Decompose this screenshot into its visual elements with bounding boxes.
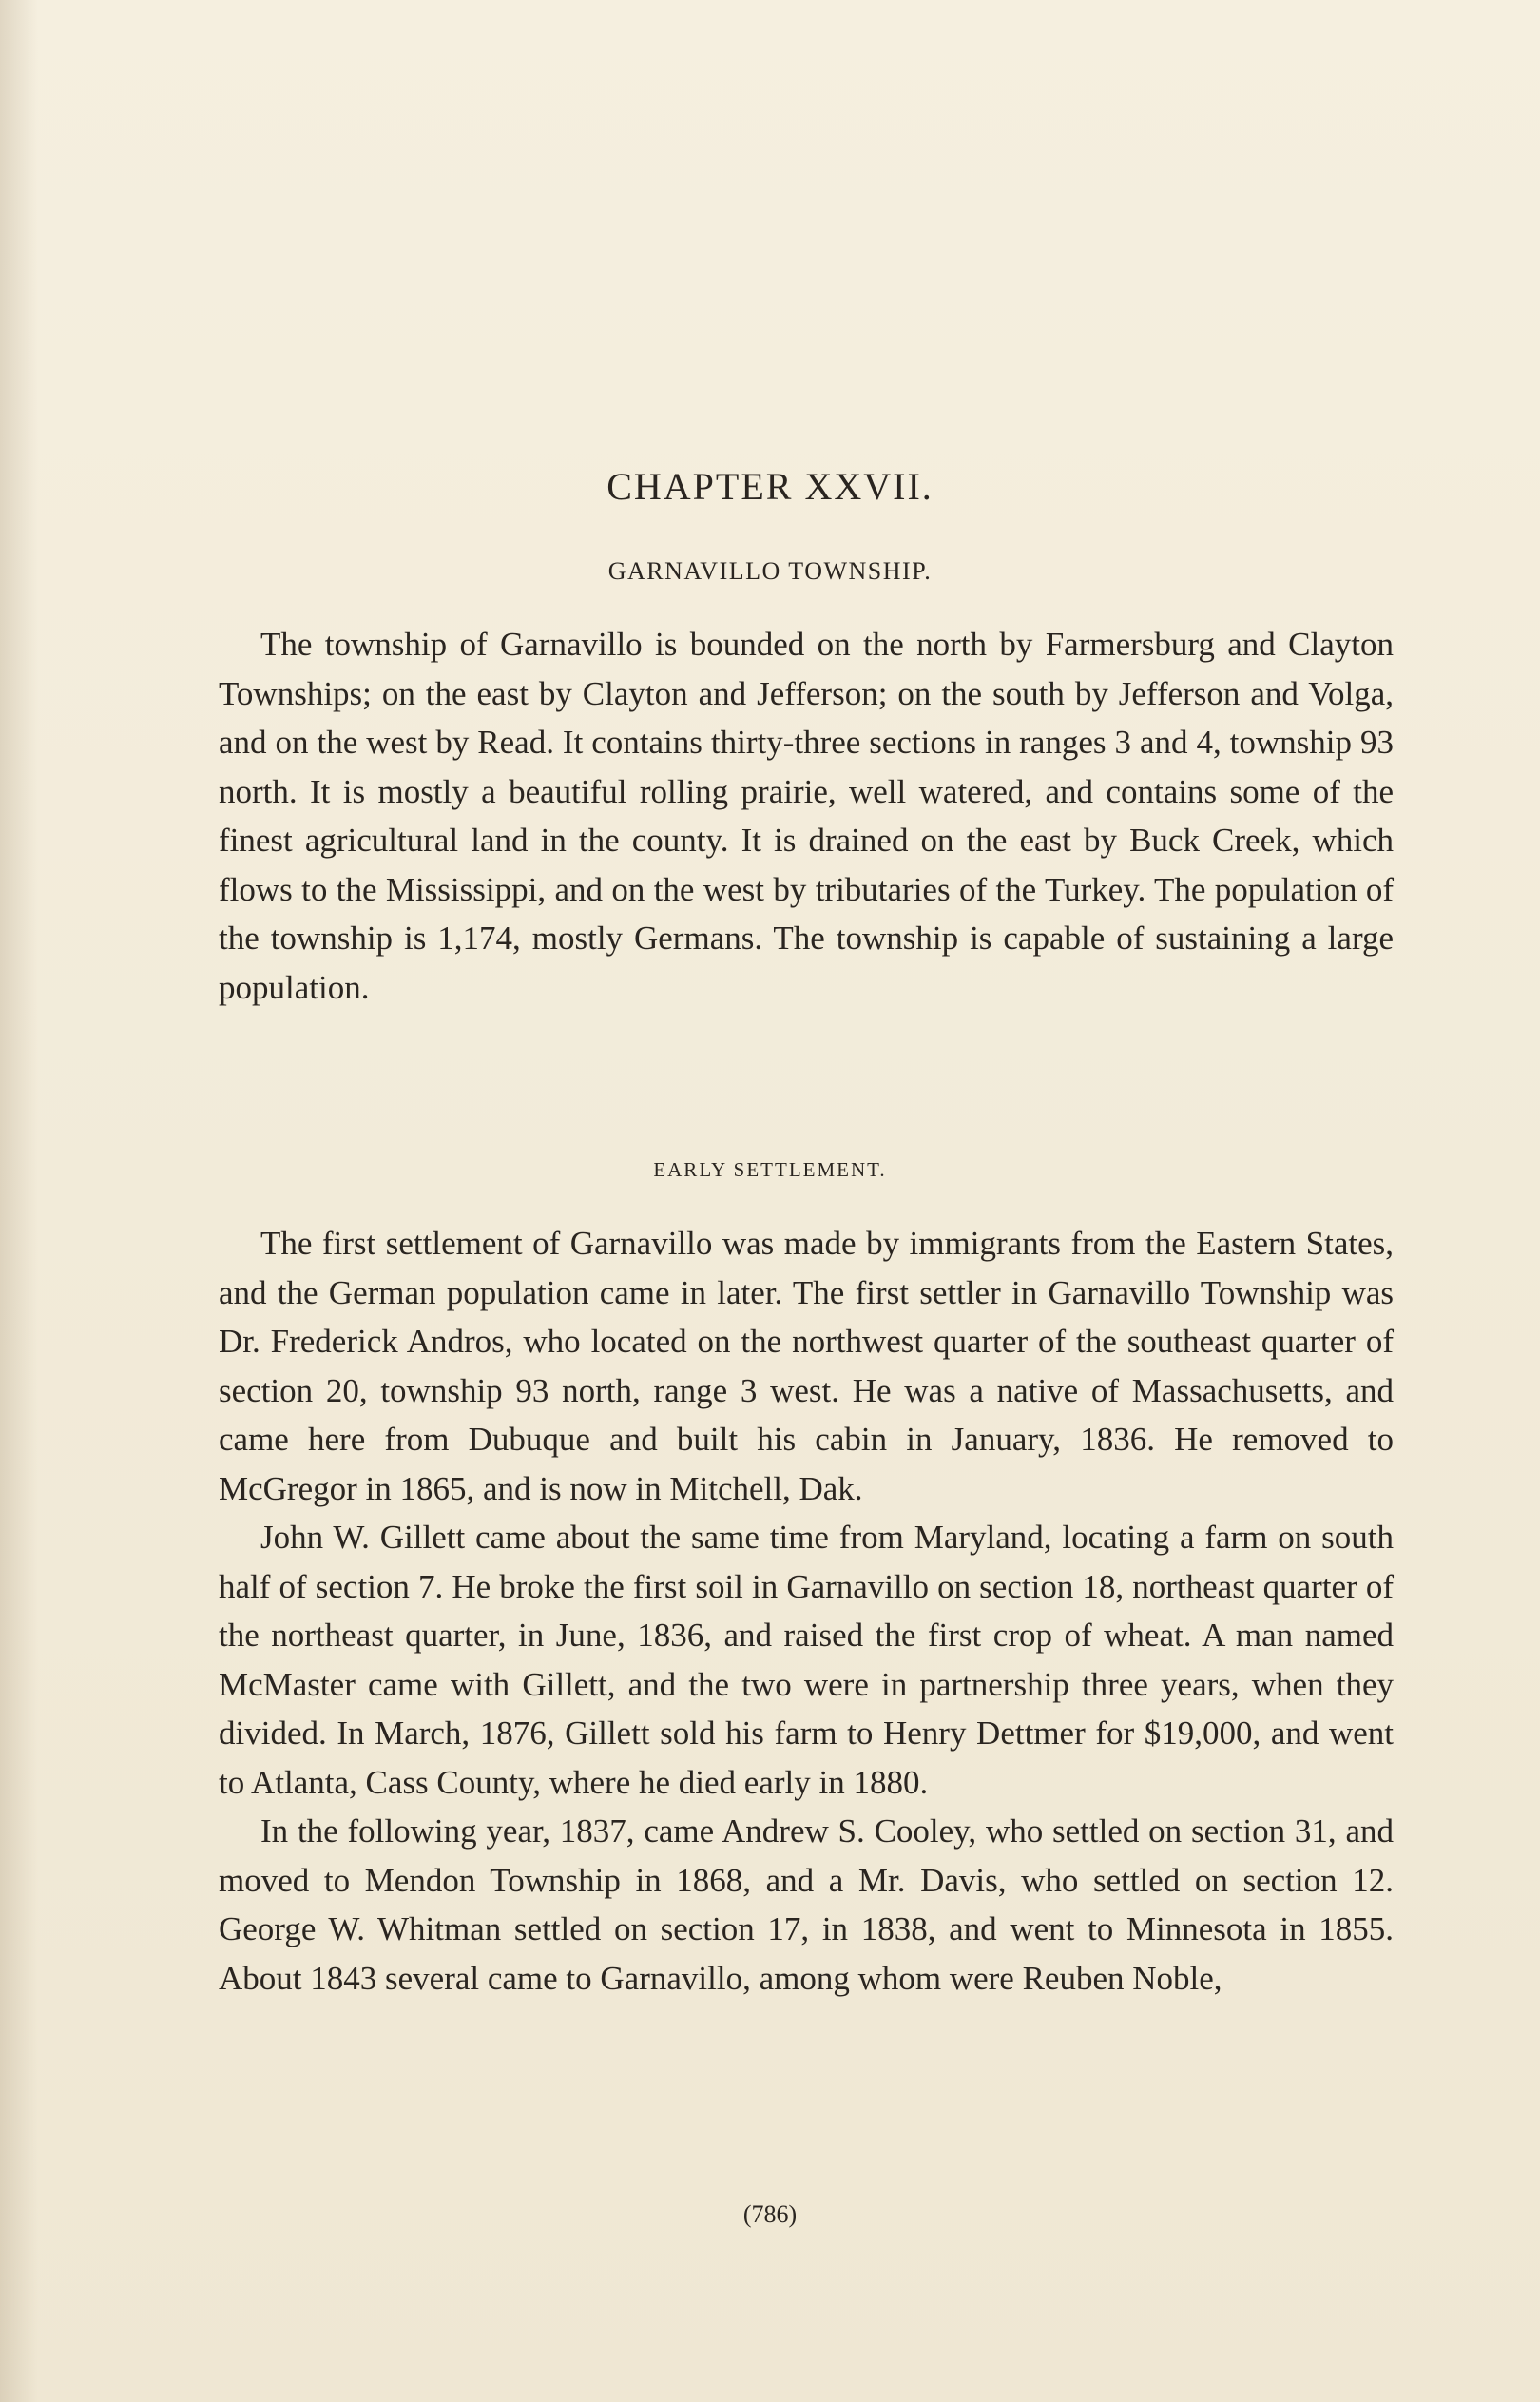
page-gutter-shadow [0, 0, 38, 2402]
page-number: (786) [742, 2200, 798, 2228]
settlement-paragraph: John W. Gillett came about the same time from Maryland, locating a farm on south half of section 7. He broke the first soil in Garnavillo on section 18, northeast quarter of the northeast quarter, in June, 1836, and raised the first crop of wheat. A man named McMaster came with Gillett, and the two were in partnership three years, when they divided. In March, 1876, Gillett sold his farm to Henry Dettmer for $19,000, and went to Atlanta, Cass County, where he died early in 1880. [219, 1519, 1394, 1801]
early-settlement-heading: EARLY SETTLEMENT. [653, 1158, 887, 1181]
intro-paragraph: The township of Garnavillo is bounded on the north by Farmersburg and Clayton Townships; on the east by Clayton and Jefferson; on the south by Jefferson and Volga, and on the west by Read. It contains thirty-three sections in ranges 3 and 4, township 93 north. It is mostly a beautiful rolling prairie, well watered, and contains some of the finest agricultural land in the county. It is drained on the east by Buck Creek, which flows to the Mississippi, and on the west by tributaries of the Turkey. The population of the township is 1,174, mostly Germans. The township is capable of sustaining a large population. [219, 626, 1394, 1006]
settlement-paragraph: In the following year, 1837, came Andrew S. Cooley, who settled on section 31, and moved to Mendon Township in 1868, and a Mr. Davis, who settled on section 12. George W. Whitman settled on section 17, in 1838, and went to Minnesota in 1855. About 1843 several came to Garnavillo, among whom were Reuben Noble, [219, 1812, 1394, 1997]
settlement-paragraph: The first settlement of Garnavillo was made by immigrants from the Eastern States, and the German population came in later. The first settler in Garnavillo Township was Dr. Frederick Andros, who located on the northwest quarter of the southeast quarter of section 20, township 93 north, range 3 west. He was a native of Massachusetts, and came here from Dubuque and built his cabin in January, 1836. He removed to McGregor in 1865, and is now in Mitchell, Dak. [219, 1225, 1394, 1507]
intro-section [219, 620, 1394, 1012]
chapter-title: CHAPTER XXVII. [606, 465, 934, 508]
early-settlement-section [219, 1219, 1394, 2003]
township-heading: GARNAVILLO TOWNSHIP. [607, 557, 933, 585]
